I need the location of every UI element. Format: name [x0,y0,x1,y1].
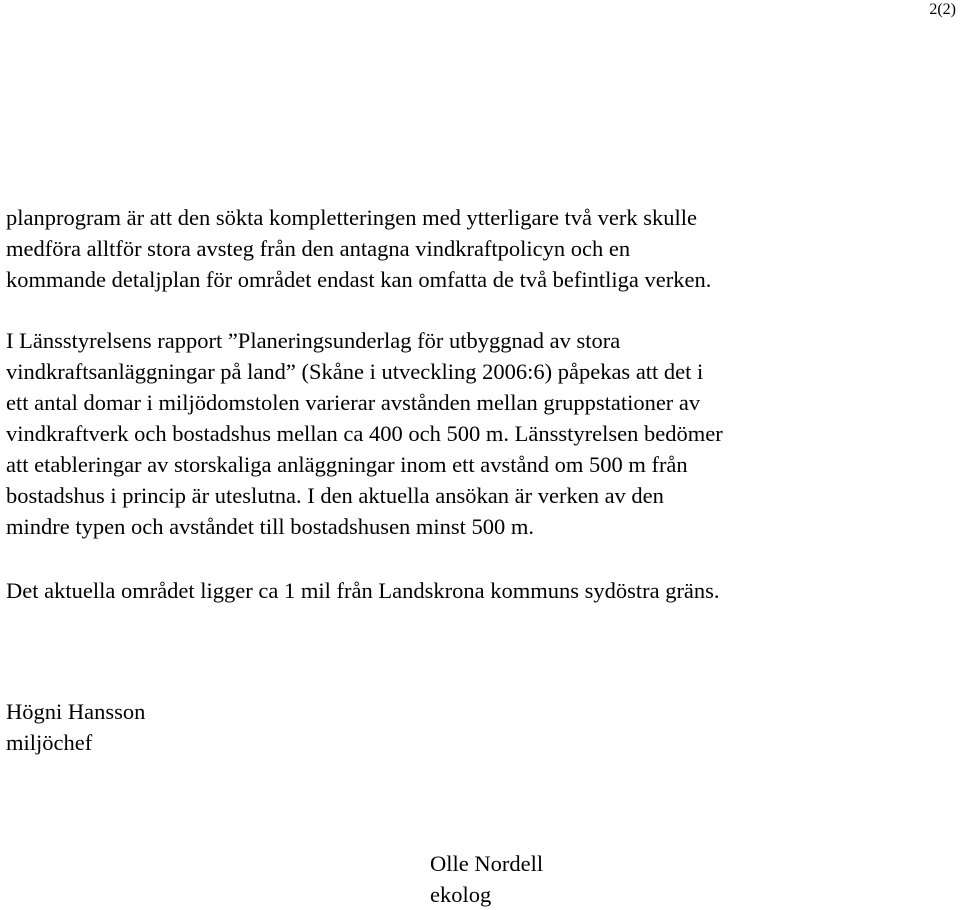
text-line: ett antal domar i miljödomstolen varierar avstånden mellan gruppstationer av [6,390,701,415]
signature-block-nordell [430,848,543,910]
paragraph-planprogram [6,202,946,295]
text-line: kommande detaljplan för området endast kan omfatta de två befintliga verken. [6,267,712,292]
paragraph-spacer [6,542,946,575]
signatory-title: miljöchef [6,730,93,755]
text-line: planprogram är att den sökta kompletteringen med ytterligare två verk skulle [6,205,698,230]
text-line: mindre typen och avståndet till bostadshusen minst 500 m. [6,514,535,539]
paragraph-lansstyrelsen [6,325,946,542]
paragraph-spacer [6,295,946,325]
text-line: Det aktuella området ligger ca 1 mil från Landskrona kommuns sydöstra gräns. [6,578,720,603]
signatory-name: Högni Hansson [6,699,146,724]
signatory-title: ekolog [430,882,492,907]
text-line: vindkraftverk och bostadshus mellan ca 400 och 500 m. Länsstyrelsen bedömer [6,421,723,446]
page-number: 2(2) [929,1,956,18]
text-line: medföra alltför stora avsteg från den antagna vindkraftpolicyn och en [6,236,631,261]
signatory-name: Olle Nordell [430,851,544,876]
text-line: I Länsstyrelsens rapport ”Planeringsunderlag för utbyggnad av stora [6,328,621,353]
text-line: vindkraftsanläggningar på land” (Skåne i utveckling 2006:6) påpekas att det i [6,359,704,384]
paragraph-omradet [6,575,946,606]
text-line: bostadshus i princip är uteslutna. I den aktuella ansökan är verken av den [6,483,664,508]
document-body [6,202,946,606]
text-line: att etableringar av storskaliga anläggningar inom ett avstånd om 500 m från [6,452,688,477]
signature-block-hansson [6,696,145,758]
